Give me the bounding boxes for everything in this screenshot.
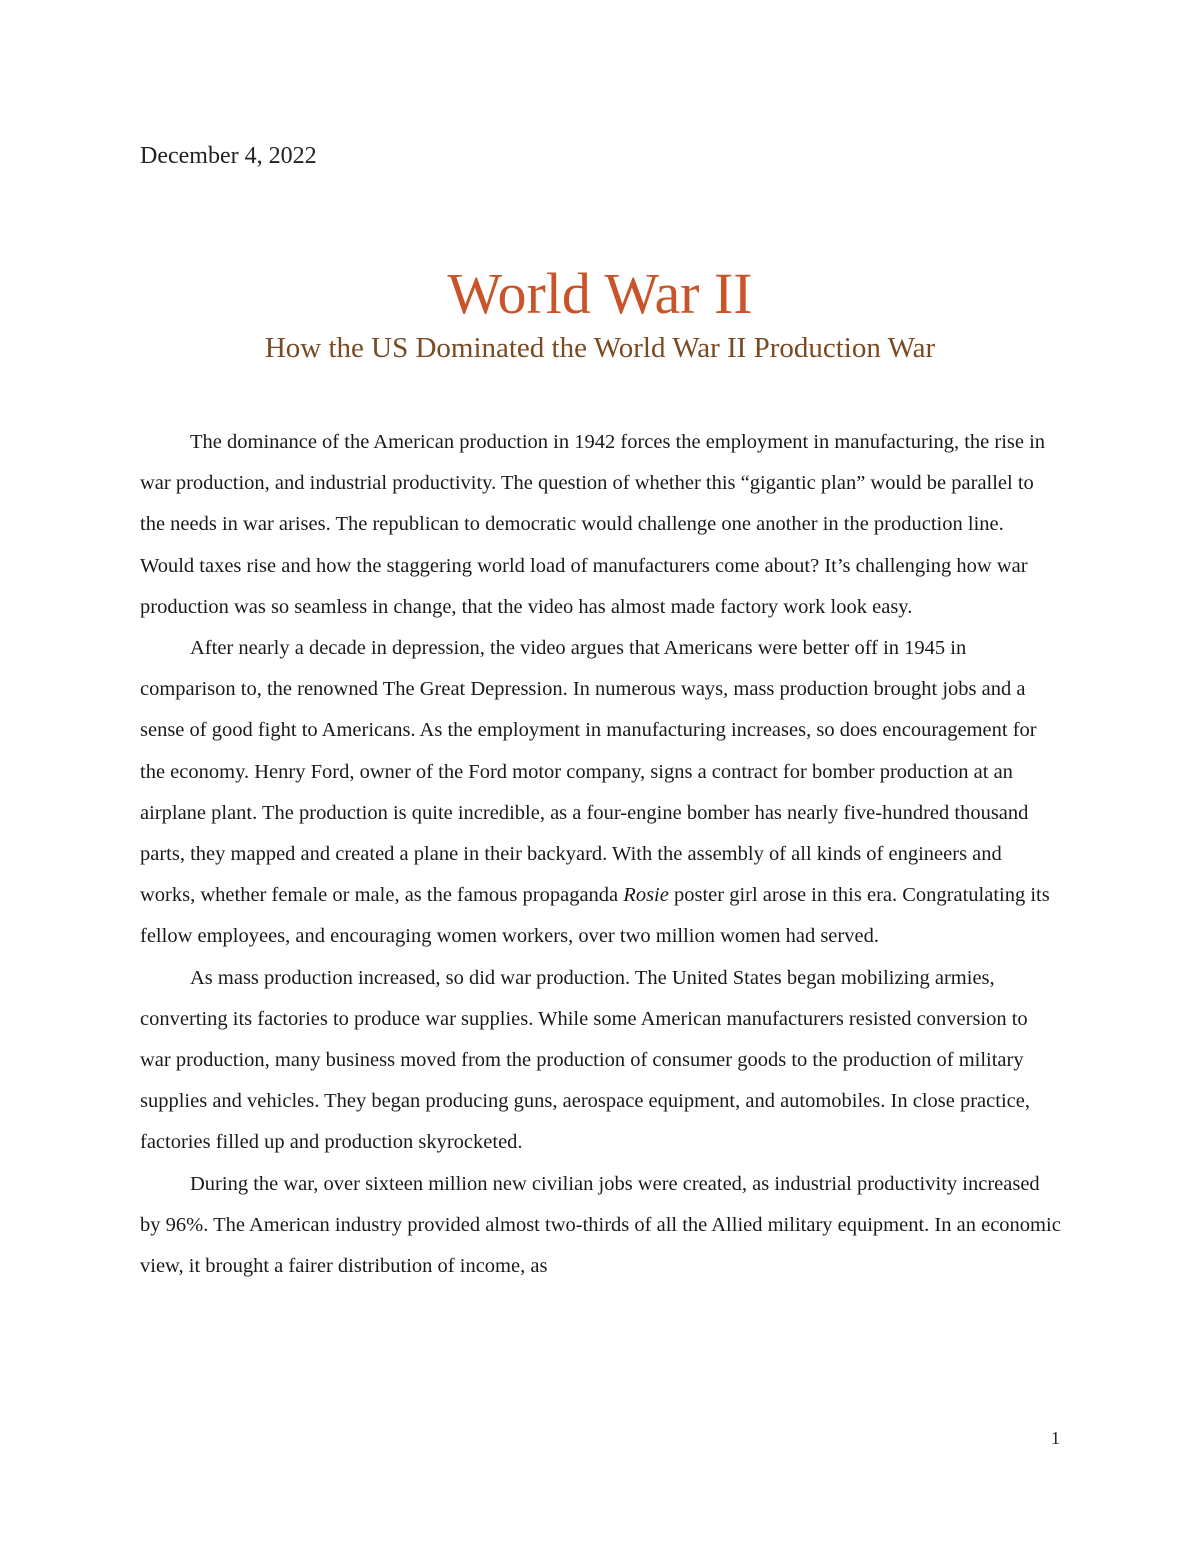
paragraph-3: As mass production increased, so did war production. The United States began mobilizing armies, converting its factories to produce war supplies. While some American manufacturers resisted conversion to war production, many business moved from the production of consumer goods to the production of military supplies and vehicles. They began producing guns, aerospace equipment, and automobiles. In close practice, factories filled up and production skyrocketed. bbox=[140, 966, 1030, 1154]
paragraph-4: During the war, over sixteen million new civilian jobs were created, as industrial productivity increased by 96%. The American industry provided almost two-thirds of all the Allied military equipment. In an economic view, it brought a fairer distribution of income, as bbox=[140, 1172, 1061, 1278]
document-title: World War II bbox=[447, 261, 753, 326]
page-number: 1 bbox=[1051, 1428, 1060, 1448]
title-block bbox=[140, 262, 1060, 366]
document-date: December 4, 2022 bbox=[140, 143, 317, 169]
paragraph-1: The dominance of the American production in 1942 forces the employment in manufacturing, the rise in war production, and industrial productivity. The question of whether this “gigantic plan” would be parallel to the needs in war arises. The republican to democratic would challenge one another in the production line. Would taxes rise and how the staggering world load of manufacturers come about? It’s challenging how war production was so seamless in change, that the video has almost made factory work look easy. bbox=[140, 431, 1046, 618]
paragraph-2-text-end: poster girl arose in this era. Congratulating its fellow employees, and encouraging women workers, over two million women had served. bbox=[140, 884, 1050, 948]
paragraph-2-text-start: After nearly a decade in depression, the video argues that Americans were better off in 1945 in comparison to, the renowned The Great Depression. In numerous ways, mass production brought jobs and a sense of good fight to Americans. As the employment in manufacturing increases, so does encouragement for the economy. Henry Ford, owner of the Ford motor company, signs a contract for bomber production at an airplane plant. The production is quite incredible, as a four-engine bomber has nearly five-hundred thousand parts, they mapped and created a plane in their backyard. With the assembly of all kinds of engineers and works, whether female or male, as the famous propaganda bbox=[140, 637, 1037, 907]
paragraph-2 bbox=[140, 628, 1062, 958]
paragraph-2-italic-term: Rosie bbox=[623, 884, 669, 907]
document-body bbox=[140, 422, 1062, 1287]
document-subtitle: How the US Dominated the World War II Production War bbox=[264, 332, 936, 364]
